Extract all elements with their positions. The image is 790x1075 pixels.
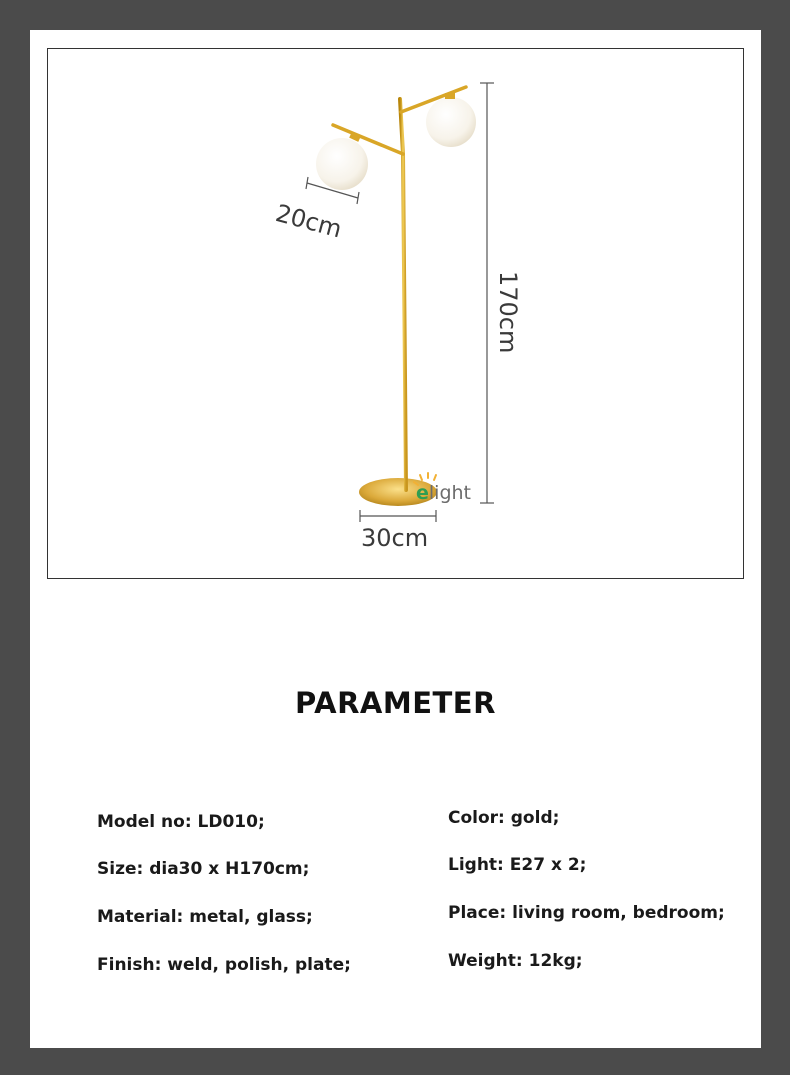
height-dimension-line — [480, 83, 494, 503]
lamp-stem — [400, 99, 406, 490]
spec-weight: Weight: 12kg; — [448, 951, 583, 971]
glass-globe-right — [426, 97, 476, 147]
brand-logo — [416, 482, 471, 504]
spec-finish: Finish: weld, polish, plate; — [97, 955, 351, 975]
base-dimension-line — [360, 510, 436, 522]
spec-model: Model no: LD010; — [97, 812, 265, 832]
base-diameter-label: 30cm — [361, 524, 429, 552]
height-label: 170cm — [494, 271, 522, 354]
parameter-heading: PARAMETER — [295, 686, 496, 720]
spec-light: Light: E27 x 2; — [448, 855, 587, 875]
floor-lamp-illustration — [48, 49, 743, 578]
shade-diameter-label: 20cm — [272, 199, 345, 244]
spec-place: Place: living room, bedroom; — [448, 903, 725, 923]
product-diagram-frame — [47, 48, 744, 579]
glass-globe-left — [316, 138, 368, 190]
spec-sheet — [30, 30, 761, 1048]
spec-color: Color: gold; — [448, 808, 560, 828]
spec-size: Size: dia30 x H170cm; — [97, 859, 310, 879]
logo-text: light — [428, 482, 472, 504]
logo-mark: e — [416, 482, 429, 504]
spec-material: Material: metal, glass; — [97, 907, 313, 927]
